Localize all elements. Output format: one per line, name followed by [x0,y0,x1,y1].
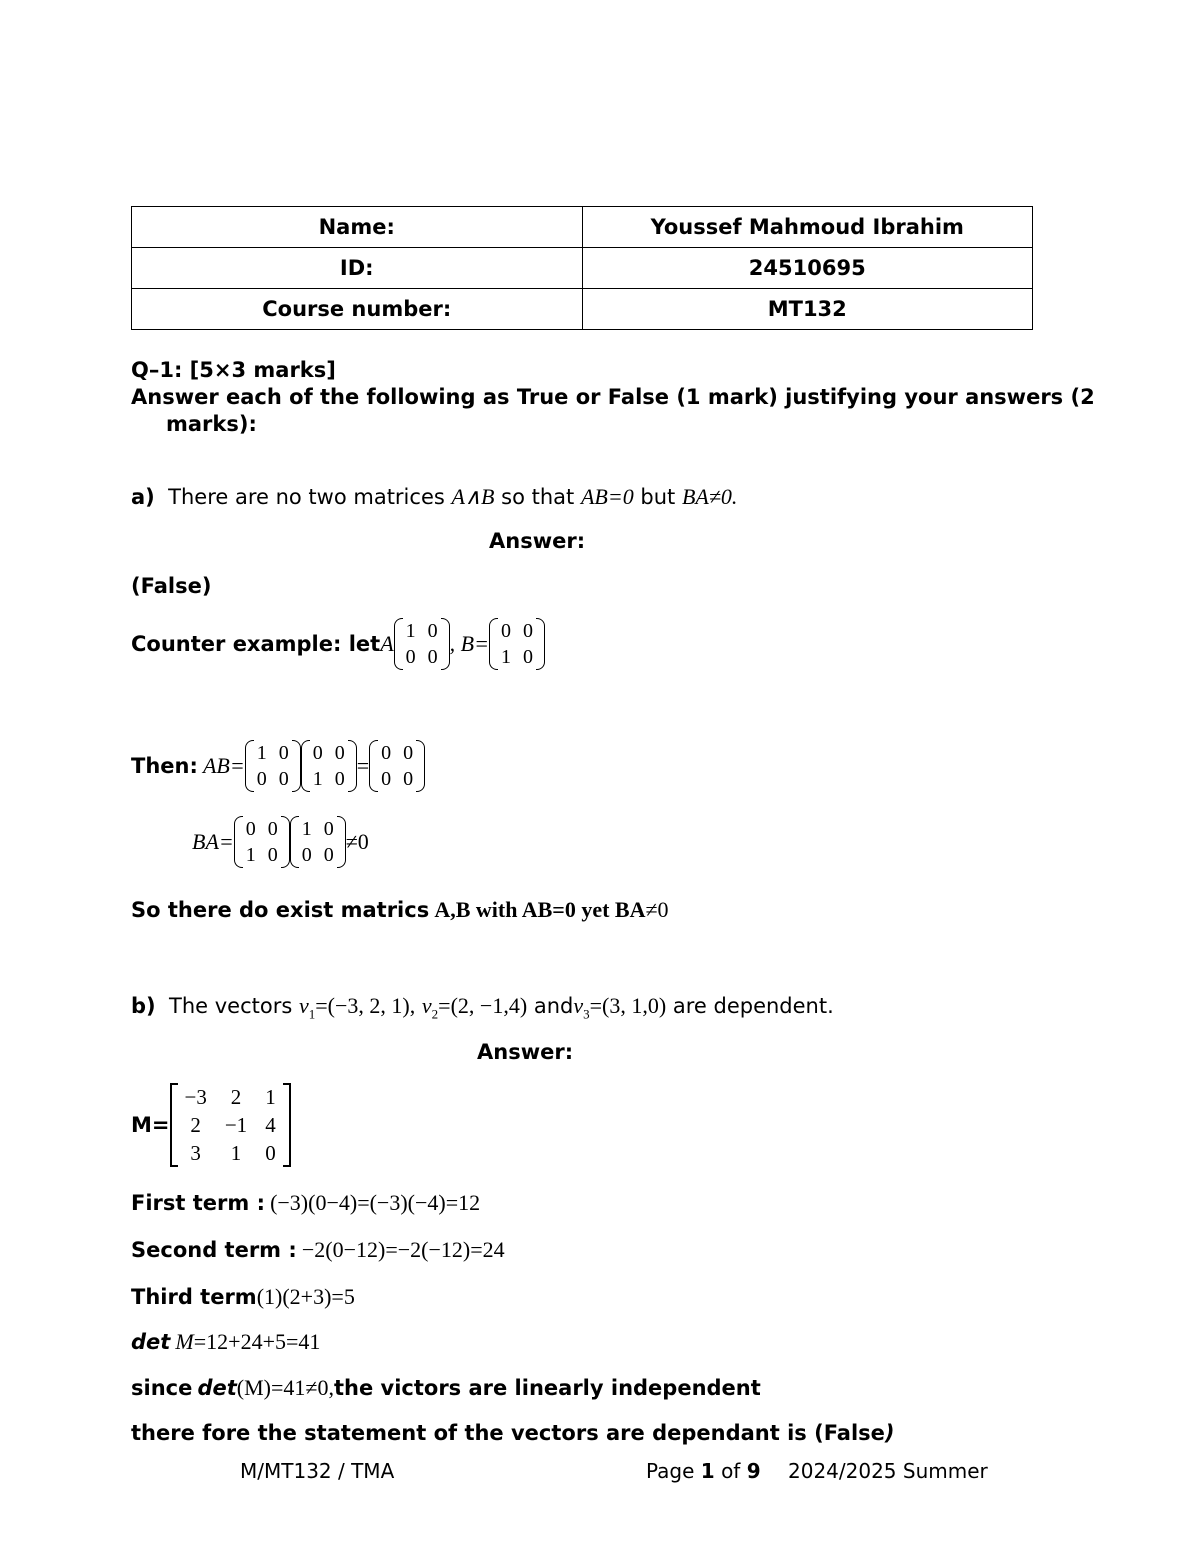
ab-left-matrix [245,740,301,792]
matrix-cell: 0 [334,768,345,790]
ba-left-matrix [234,816,290,868]
matrix-row [307,740,351,766]
det-math-rest: =12+24+5=41 [193,1329,321,1354]
matrix-cell: 2 [190,1113,201,1137]
matrix-cell: 0 [323,844,334,866]
b-statement-prefix: The vectors [169,994,293,1018]
matrix-cell: 1 [245,844,256,866]
v1-sub: 1 [308,1006,316,1022]
ba-right-matrix [290,816,346,868]
therefore-text: there fore the statement of the vectors are dependant is (False [131,1421,885,1445]
matrix-row [400,644,444,670]
name-value: Youssef Mahmoud Ibrahim [582,207,1033,248]
matrix-cell: 0 [500,620,511,642]
matrix-cell: 0 [267,844,278,866]
part-a-statement [131,484,737,510]
third-term-math: (1)(2+3)=5 [256,1284,355,1309]
matrix-row [176,1083,285,1111]
statement-prefix: There are no two matrices [168,485,445,509]
student-info-table [131,206,1033,330]
course-label: Course number: [132,289,583,330]
third-term-line [131,1284,355,1310]
matrix-cell: 0 [522,620,533,642]
part-a-conclusion [131,897,669,923]
matrix-b [489,618,545,670]
statement-ab: AB=0 [580,484,634,509]
second-term-label: Second term : [131,1238,297,1262]
conclusion-math: A,B with AB=0 yet BA [434,897,646,922]
statement-matrices: A∧B [451,484,495,509]
ab-label: AB= [202,753,245,778]
conclusion-end: ≠0 [645,897,669,922]
matrix-row [176,1111,285,1139]
part-a-answer-heading: Answer: [489,529,586,553]
since-det: det [197,1376,237,1400]
matrix-row [251,740,295,766]
matrix-cell: 0 [427,620,438,642]
b-statement-suffix: are dependent. [672,994,834,1018]
first-term-line [131,1190,480,1216]
question-heading: Q–1: [5×3 marks] [131,358,336,382]
first-term-math: (−3)(0−4)=(−3)(−4)=12 [270,1190,481,1215]
matrix-cell: 1 [405,620,416,642]
matrix-cell: 0 [267,818,278,840]
ba-label: BA= [192,829,234,854]
then-label: Then: [131,754,198,778]
v3-symbol: v [573,993,584,1018]
matrix-cell: 2 [230,1085,242,1109]
matrix-cell: 1 [500,646,511,668]
matrix-row [375,740,419,766]
v1-symbol: v [298,993,309,1018]
matrix-cell: 0 [381,742,392,764]
matrix-cell: 0 [334,742,345,764]
second-term-math: −2(0−12)=−2(−12)=24 [301,1237,505,1262]
ba-neq-zero: ≠0 [345,829,369,854]
id-value: 24510695 [582,248,1033,289]
matrix-cell: 0 [381,768,392,790]
matrix-cell: 1 [312,768,323,790]
det-m: M [175,1329,194,1354]
footer-page-total: 9 [746,1459,761,1483]
v3-value: =(3, 1,0) [589,993,667,1018]
matrix-a [394,618,450,670]
matrix-cell: 0 [265,1141,276,1165]
name-label: Name: [132,207,583,248]
ab-result-matrix [369,740,425,792]
matrix-cell: 0 [403,768,414,790]
since-label: since [131,1376,193,1400]
matrix-cell: 3 [190,1141,201,1165]
matrix-cell: 1 [301,818,312,840]
footer-of-word: of [721,1459,741,1483]
matrix-row [240,816,284,842]
counter-label: Counter example: let [131,632,381,656]
matrix-row [495,618,539,644]
matrix-m [170,1083,291,1167]
matrix-cell: 0 [405,646,416,668]
third-term-label: Third term [131,1285,257,1309]
footer-page [646,1459,761,1483]
therefore-line [131,1421,895,1445]
matrix-cell: 0 [256,768,267,790]
statement-but: but [640,485,676,509]
ab-equals: = [356,753,370,778]
matrix-cell: 0 [403,742,414,764]
matrix-cell: 0 [312,742,323,764]
and-text: and [533,994,574,1018]
footer-term: 2024/2025 Summer [788,1459,988,1483]
v1-value: =(−3, 2, 1), [315,993,416,1018]
course-value: MT132 [582,289,1033,330]
matrix-m-line [131,1083,291,1167]
table-row [132,207,1033,248]
since-text: the victors are linearly independent [333,1376,761,1400]
matrix-cell: 0 [427,646,438,668]
v2-value: =(2, −1,4) [438,993,528,1018]
matrix-row [375,766,419,792]
matrix-m-label: M= [131,1113,170,1137]
table-row [132,248,1033,289]
first-term-label: First term : [131,1191,265,1215]
footer-course: M/MT132 / TMA [240,1459,395,1483]
matrix-cell: −1 [224,1113,248,1137]
ba-product-line [192,816,369,868]
matrix-cell: 0 [522,646,533,668]
ab-product-line [131,740,425,792]
footer-page-num: 1 [700,1459,715,1483]
second-term-line [131,1237,505,1263]
matrix-cell: 0 [278,742,289,764]
statement-ba: BA≠0. [681,484,738,509]
statement-middle: so that [501,485,575,509]
question-instruction-line2: marks): [166,412,257,436]
v3-sub: 3 [583,1006,590,1022]
v2-symbol: v [421,993,432,1018]
matrix-cell: −3 [184,1085,207,1109]
matrix-row [400,618,444,644]
matrix-cell: 0 [245,818,256,840]
matrix-row [296,816,340,842]
part-b-statement [131,993,834,1022]
part-b-label: b) [131,994,156,1018]
matrix-cell: 1 [256,742,267,764]
part-a-verdict: (False) [131,574,212,598]
ab-right-matrix [301,740,357,792]
matrix-cell: 1 [265,1085,276,1109]
matrix-a-name: A [380,631,394,656]
matrix-cell: 0 [301,844,312,866]
det-line [131,1329,320,1355]
footer-page-word: Page [646,1459,695,1483]
matrix-row [307,766,351,792]
question-instruction-line1: Answer each of the following as True or False (1 mark) justifying your answers (2 [131,385,1095,409]
matrix-row [296,842,340,868]
counter-example-line [131,618,545,670]
therefore-end: ) [884,1421,895,1445]
v2-sub: 2 [431,1006,439,1022]
id-label: ID: [132,248,583,289]
conclusion-text: So there do exist matrics [131,898,430,922]
matrix-cell: 0 [323,818,334,840]
matrix-row [240,842,284,868]
part-b-answer-heading: Answer: [477,1040,574,1064]
matrix-cell: 1 [230,1141,242,1165]
matrix-cell: 0 [278,768,289,790]
matrix-b-name: , B= [449,631,489,656]
since-math: (M)=41≠0, [236,1375,334,1400]
matrix-cell: 4 [265,1113,276,1137]
matrix-row [176,1139,285,1167]
matrix-row [251,766,295,792]
table-row [132,289,1033,330]
det-label: det [131,1330,171,1354]
since-line [131,1375,761,1401]
matrix-row [495,644,539,670]
part-a-label: a) [131,485,155,509]
